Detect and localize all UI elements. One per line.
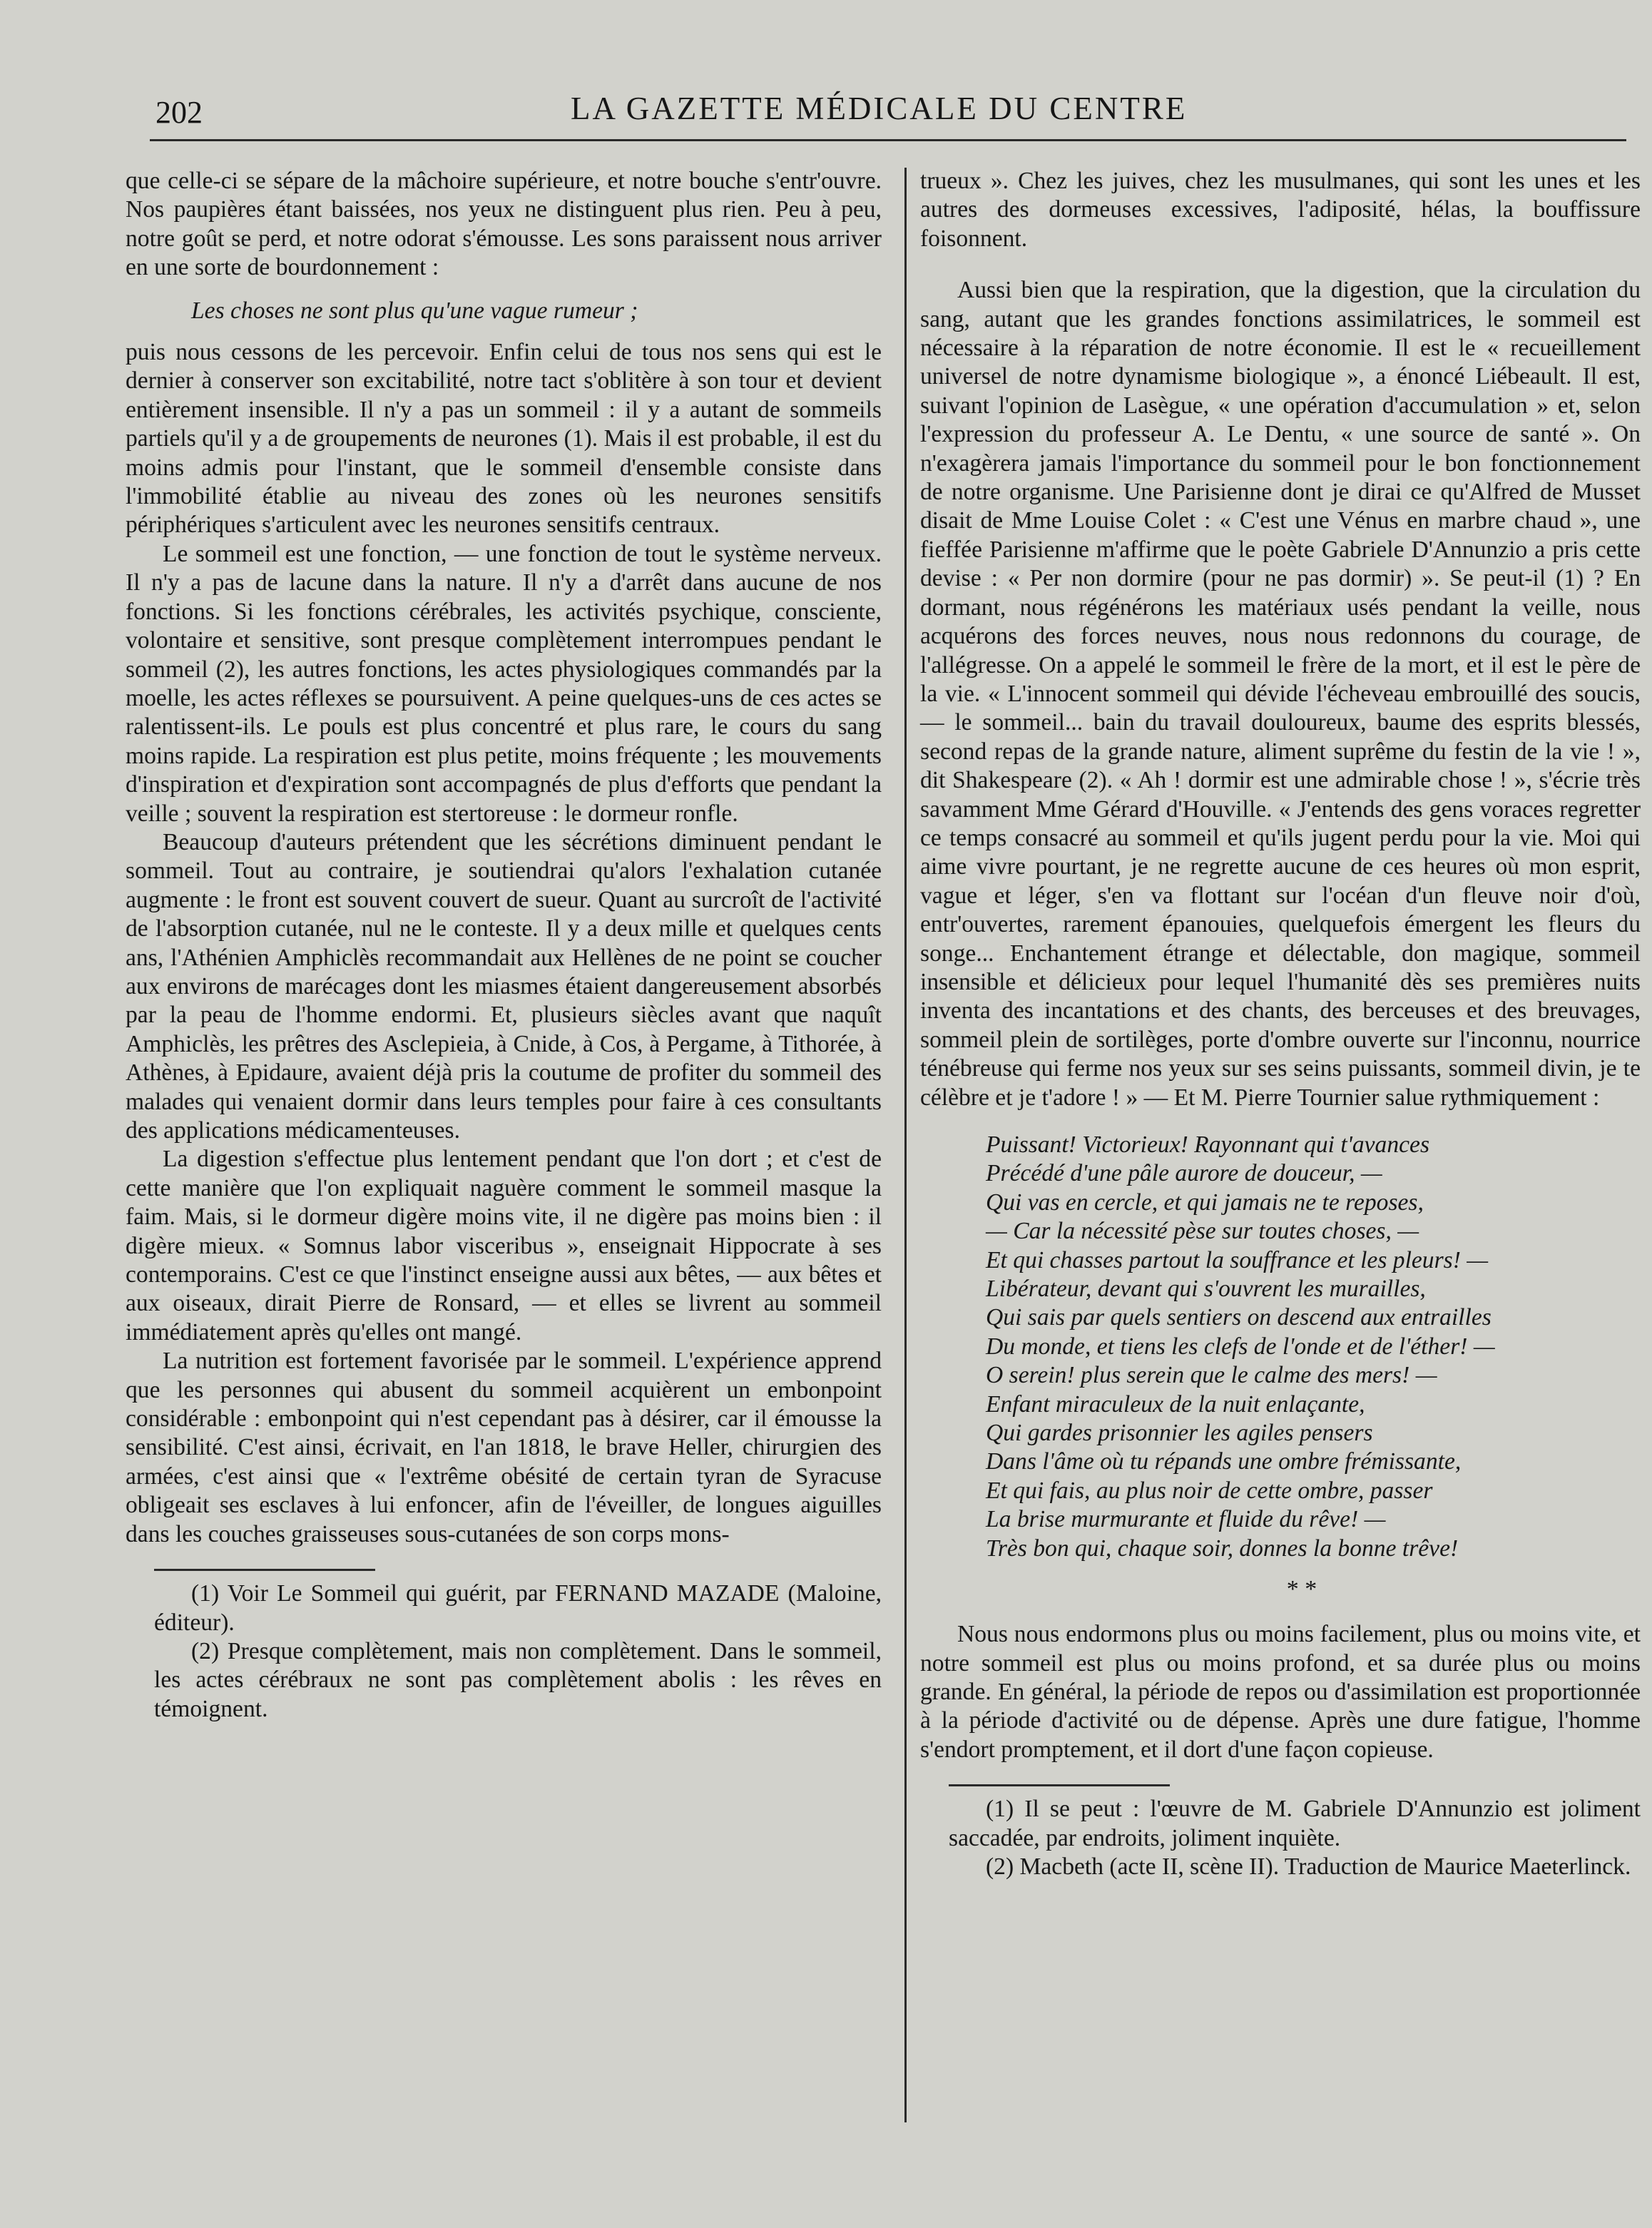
paragraph: La nutrition est fortement favorisée par le sommeil. L'expérience apprend que les personnes qui abusent du sommeil acquièrent un embonpoint considérable : embonpoint qui n'est cependant pas à désirer, car il émousse la sensibilité. C'est ainsi, écrivait, en l'an 1818, le brave Heller, chirurgien des armées, c'est ainsi que « l'extrême obésité de certain tyran de Syracuse obligeait ses esclaves à lui enfoncer, afin de l'éveiller, de longues aiguilles dans les couches graisseuses sous-cutanées de son corps mons- xyxy=(126,1348,882,1547)
poem xyxy=(920,1131,1641,1563)
paragraph: Nous nous endormons plus ou moins facilement, plus ou moins vite, et notre sommeil est plus ou moins profond, et sa durée plus ou moins grande. En général, la période de repos ou d'assimilation est proportionnée à la période d'activité ou de dépense. Après une dure fatigue, l'homme s'endort promptement, et il dort d'une façon copieuse. xyxy=(920,1621,1641,1763)
paragraph: Le sommeil est une fonction, — une fonction de tout le système nerveux. Il n'y a pas de lacune dans la nature. Il n'y a d'arrêt dans aucune de nos fonctions. Si les fonctions cérébrales, les activités psychique, consciente, volontaire et sensitive, sont presque complètement interrompues pendant le sommeil (2), les autres fonctions, les actes physiologiques commandés par la moelle, les actes réflexes se poursuivent. A peine quelques-uns de ces actes se ralentissent-ils. Le pouls est plus concentré et plus rare, le cours du sang moins rapide. La respiration est plus petite, moins fréquente ; les mouvements d'inspiration et d'expiration sont accompagnés de plus d'efforts que pendant la veille ; souvent la respiration est stertoreuse : le dormeur ronfle. xyxy=(126,540,882,827)
journal-title: LA GAZETTE MÉDICALE DU CENTRE xyxy=(571,91,1188,126)
footnote-rule xyxy=(154,1569,375,1571)
poem-line: Qui sais par quels sentiers on descend aux entrailles xyxy=(986,1304,1492,1331)
poem-line: Enfant miraculeux de la nuit enlaçante, xyxy=(986,1390,1365,1418)
poem-line: Dans l'âme où tu répands une ombre frémissante, xyxy=(986,1448,1462,1475)
poem-line: Qui vas en cercle, et qui jamais ne te reposes, xyxy=(986,1189,1424,1216)
poem-line: Très bon qui, chaque soir, donnes la bonne trêve! xyxy=(986,1535,1459,1562)
poem-line: Puissant! Victorieux! Rayonnant qui t'avances xyxy=(986,1131,1430,1158)
poem-line: La brise murmurante et fluide du rêve! — xyxy=(986,1506,1386,1533)
paragraph: trueux ». Chez les juives, chez les musulmanes, qui sont les unes et les autres des dormeuses excessives, l'adiposité, hélas, la bouffissure foisonnent. xyxy=(920,168,1641,252)
poem-line: O serein! plus serein que le calme des mers! — xyxy=(986,1362,1437,1389)
page-number: 202 xyxy=(155,95,203,130)
footnote: (1) Voir Le Sommeil qui guérit, par FERNAND MAZADE (Maloine, éditeur). xyxy=(154,1580,882,1636)
paragraph: La digestion s'effectue plus lentement pendant que l'on dort ; et c'est de cette manière que l'on expliquait naguère comment le sommeil masque la faim. Mais, si le dormeur digère moins vite, il ne digère pas moins bien : il digère mieux. « Somnus labor visceribus », enseignait Hippocrate à ses contemporains. C'est ce que l'instinct enseigne aussi aux bêtes, — aux bêtes et aux oiseaux, dirait Pierre de Ronsard, — et elles se livrent au sommeil immédiatement après qu'elles ont mangé. xyxy=(126,1146,882,1346)
left-column xyxy=(126,167,882,1724)
column-divider xyxy=(904,168,907,2122)
poem-line: Du monde, et tiens les clefs de l'onde et de l'éther! — xyxy=(986,1333,1495,1360)
poem-line: Et qui fais, au plus noir de cette ombre, passer xyxy=(986,1477,1433,1504)
paragraph: Aussi bien que la respiration, que la digestion, que la circulation du sang, autant que les grandes fonctions assimilatrices, le sommeil est nécessaire à la réparation de notre économie. Il est le « recueillement universel de notre dynamisme biologique », a énoncé Liébeault. Il est, suivant l'opinion de Lasègue, « une opération d'accumulation » et, selon l'expression du professeur A. Le Dentu, « une source de santé ». On n'exagèrera jamais l'importance du sommeil pour le bon fonctionnement de notre organisme. Une Parisienne dont je dirai ce qu'Alfred de Musset disait de Mme Louise Colet : « C'est une Vénus en marbre chaud », une fieffée Parisienne m'affirme que le poète Gabriele D'Annunzio a pris cette devise : « Per non dormire (pour ne pas dormir) ». Se peut-il (1) ? En dormant, nous régénérons les matériaux usés pendant la veille, nous acquérons des forces neuves, nous nous redonnons du courage, de l'allégresse. On a appelé le sommeil le frère de la mort, et il est le père de la vie. « L'innocent sommeil qui dévide l'écheveau embrouillé des soucis, — le sommeil... bain du travail douloureux, baume des esprits blessés, second repas de la grande nature, aliment suprême du festin de la vie ! », dit Shakespeare (2). « Ah ! dormir est une admirable chose ! », s'écrie très savamment Mme Gérard d'Houville. « J'entends des gens voraces regretter ce temps consacré au sommeil et qu'ils jugent perdu pour la vie. Moi qui aime vivre pourtant, je ne regrette aucune de ces heures où mon esprit, vague et léger, s'en va flottant sur l'océan d'un fleuve noir d'où, entr'ouvertes, rarement épanouies, quelquefois émergent les fleurs du songe... Enchantement étrange et délectable, don magique, sommeil insensible et délicieux pour lequel l'humanité dès ses premières nuits inventa des incantations et des chants, des berceuses et des breuvages, sommeil plein de sortilèges, porte d'ombre ouverte sur l'inconnu, nourrice ténébreuse qui ferme nos yeux sur ses seins puissants, sommeil divin, je te célèbre et je t'adore ! » — Et M. Pierre Tournier salue rythmiquement : xyxy=(920,277,1641,1111)
paragraph: Beaucoup d'auteurs prétendent que les sécrétions diminuent pendant le sommeil. Tout au contraire, je soutiendrai qu'alors l'exhalation cutanée augmente : le front est souvent couvert de sueur. Quant au surcroît de l'activité de l'absorption cutanée, nul ne le conteste. Il y a deux mille et quelques cents ans, l'Athénien Amphiclès recommandait aux Hellènes de ne point se coucher aux environs de marécages dont les miasmes étaient dangereusement absorbés par la peau de l'homme endormi. Et, plusieurs siècles avant que naquît Amphiclès, les prêtres des Asclepieia, à Cnide, à Cos, à Pergame, à Tithorée, à Athènes, à Epidaure, avaient déjà pris la coutume de profiter du sommeil des malades qui venaient dormir dans leurs temples pour faire à ces consultants des applications médicamenteuses. xyxy=(126,828,882,1144)
footnote: (1) Il se peut : l'œuvre de M. Gabriele D'Annunzio est joliment saccadée, par endroits, joliment inquiète. xyxy=(949,1796,1641,1851)
quote-line: Les choses ne sont plus qu'une vague rumeur ; xyxy=(191,297,638,324)
poem-line: Précédé d'une pâle aurore de douceur, — xyxy=(986,1160,1382,1187)
poem-line: Qui gardes prisonnier les agiles pensers xyxy=(986,1420,1373,1447)
footnote: (2) Macbeth (acte II, scène II). Traduction de Maurice Maeterlinck. xyxy=(986,1853,1631,1880)
paragraph: que celle-ci se sépare de la mâchoire supérieure, et notre bouche s'entr'ouvre. Nos paupières étant baissées, nos yeux ne distinguent plus rien. Peu à peu, notre goût se perd, et notre odorat s'émousse. Les sons paraissent nous arriver en une sorte de bourdonnement : xyxy=(126,168,882,281)
paragraph: puis nous cessons de les percevoir. Enfin celui de tous nos sens qui est le dernier à conserver son excitabilité, notre tact s'oblitère à son tour et devient entièrement insensible. Il n'y a pas un sommeil : il y a autant de sommeils partiels qu'il y a de groupements de neurones (1). Mais il est probable, il est du moins admis pour l'instant, que le sommeil d'ensemble consiste dans l'immobilité établie au niveau des zones où les neurones sensitifs périphériques s'articulent avec les neurones sensitifs centraux. xyxy=(126,339,882,539)
footnote-rule xyxy=(949,1784,1170,1786)
poem-line: Et qui chasses partout la souffrance et les pleurs! — xyxy=(986,1246,1489,1273)
header-rule xyxy=(150,139,1626,141)
right-column xyxy=(920,167,1641,1881)
footnote: (2) Presque complètement, mais non complètement. Dans le sommeil, les actes cérébraux ne sont pas complètement abolis : les rêves en témoignent. xyxy=(154,1637,882,1722)
poem-line: Libérateur, devant qui s'ouvrent les murailles, xyxy=(986,1276,1426,1303)
section-separator: * * xyxy=(1286,1576,1317,1603)
poem-line: — Car la nécessité pèse sur toutes choses, — xyxy=(986,1218,1419,1245)
